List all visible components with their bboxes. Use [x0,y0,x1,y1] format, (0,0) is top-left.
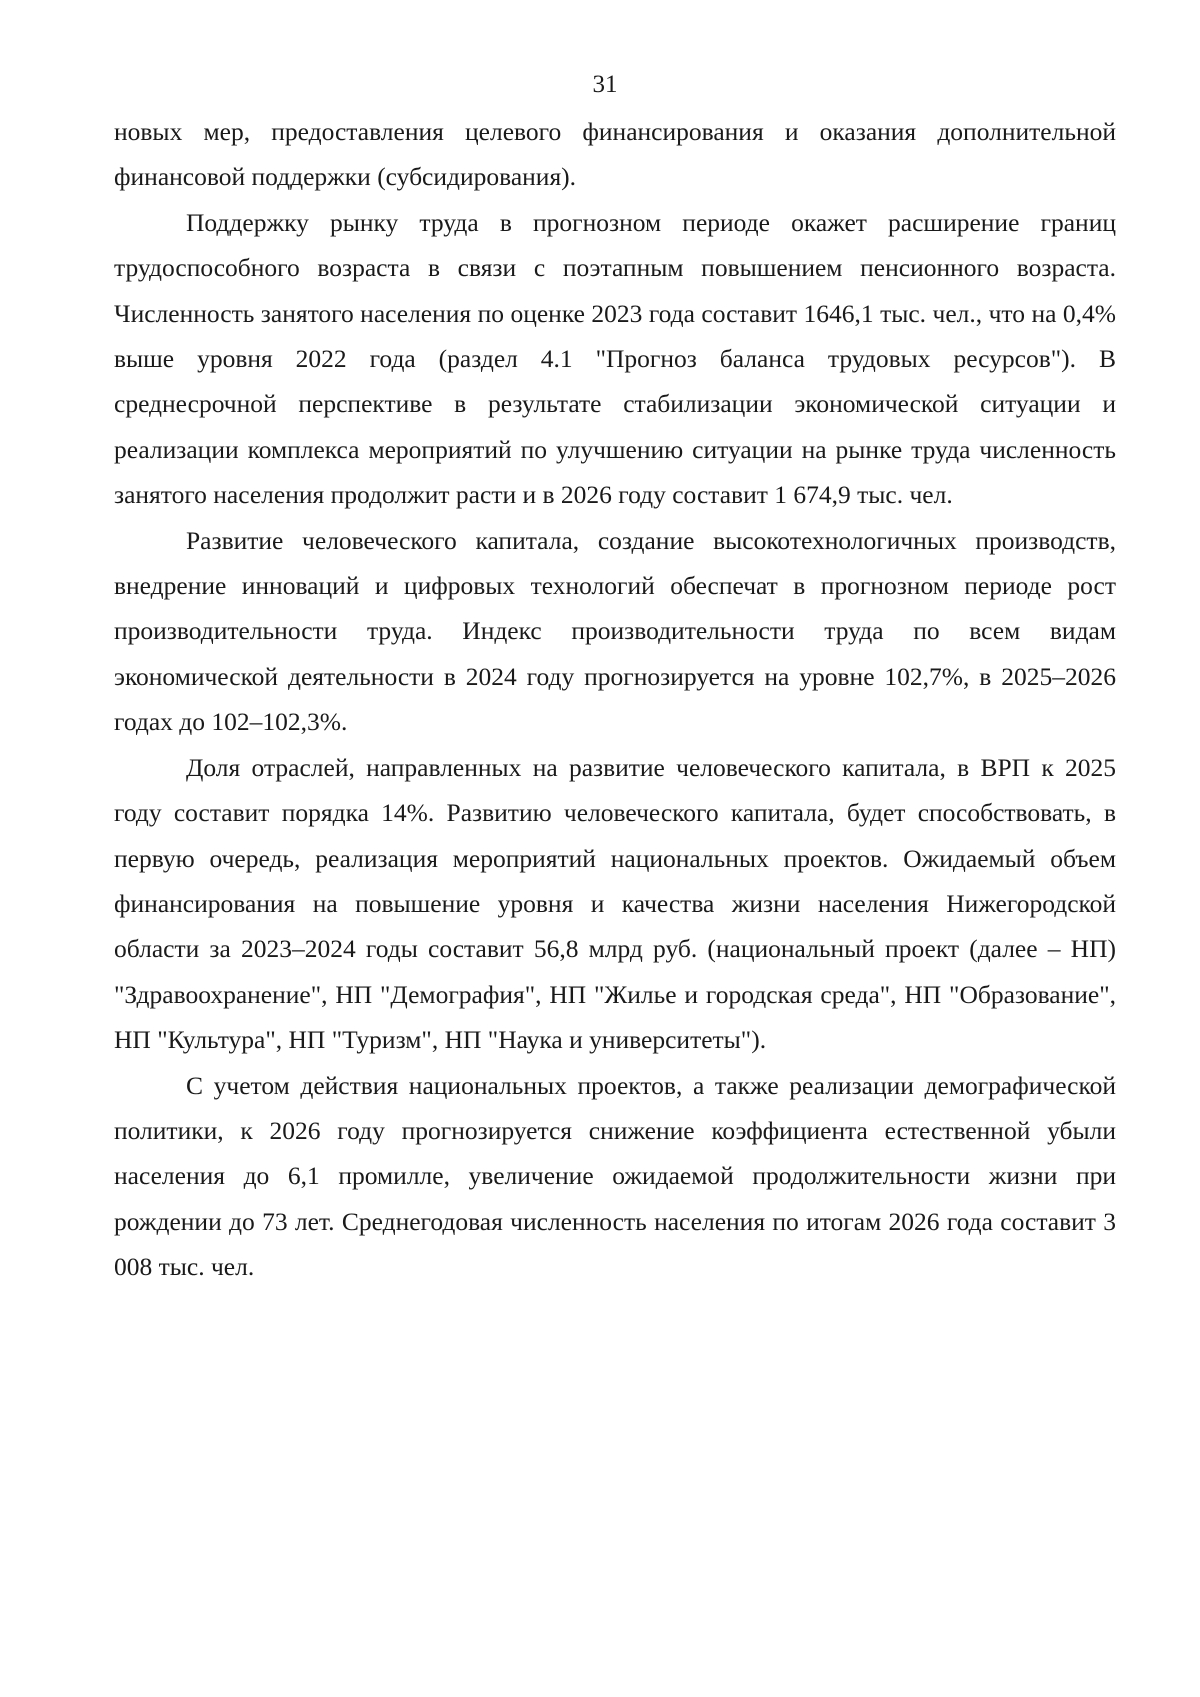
paragraph-demography: С учетом действия национальных проектов, а также реализации демографической политики, к 2026 году прогнозируется снижение коэффициента естественной убыли населения до 6,1 промилле, увеличение ожидаемой продолжительности жизни при рождении до 73 лет. Среднегодовая численность населения по итогам 2026 года составит 3 008 тыс. чел. [114,1070,1116,1282]
paragraph-productivity: Развитие человеческого капитала, создание высокотехнологичных производств, внедрение инноваций и цифровых технологий обеспечат в прогнозном периоде рост производительности труда. Индекс производительности труда по всем видам экономической деятельности в 2024 году прогнозируется на уровне 102,7%, в 2025–2026 годах до 102–102,3%. [114,525,1116,737]
paragraph-labor-market: Поддержку рынку труда в прогнозном периоде окажет расширение границ трудоспособного возраста в связи с поэтапным повышением пенсионного возраста. Численность занятого населения по оценке 2023 года составит 1646,1 тыс. чел., что на 0,4% выше уровня 2022 года (раздел 4.1 "Прогноз баланса трудовых ресурсов"). В среднесрочной перспективе в результате стабилизации экономической ситуации и реализации комплекса мероприятий по улучшению ситуации на рынке труда численность занятого населения продолжит расти и в 2026 году составит 1 674,9 тыс. чел. [114,207,1116,510]
document-body [114,109,1116,1290]
page-number: 31 [592,71,618,98]
paragraph-human-capital: Доля отраслей, направленных на развитие человеческого капитала, в ВРП к 2025 году составит порядка 14%. Развитию человеческого капитала, будет способствовать, в первую очередь, реализация мероприятий национальных проектов. Ожидаемый объем финансирования на повышение уровня и качества жизни населения Нижегородской области за 2023–2024 годы составит 56,8 млрд руб. (национальный проект (далее – НП) "Здравоохранение", НП "Демография", НП "Жилье и городская среда", НП "Образование", НП "Культура", НП "Туризм", НП "Наука и университеты"). [114,752,1116,1055]
paragraph-continuation: новых мер, предоставления целевого финансирования и оказания дополнительной финансовой поддержки (субсидирования). [114,117,1116,192]
